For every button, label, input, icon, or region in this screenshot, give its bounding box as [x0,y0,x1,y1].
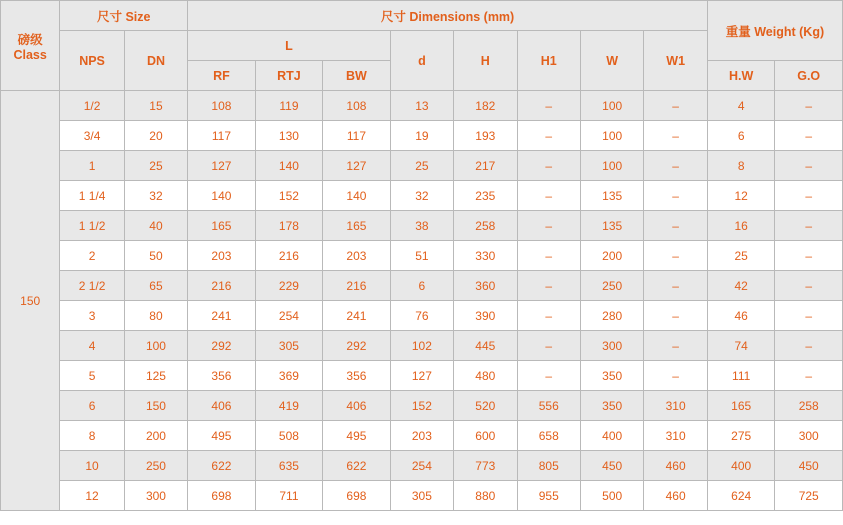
cell-hw: 400 [707,451,775,481]
cell-bw: 165 [323,211,391,241]
cell-rf: 622 [188,451,256,481]
cell-bw: 495 [323,421,391,451]
cell-d: 51 [390,241,453,271]
cell-rtj: 140 [255,151,323,181]
cell-hw: 624 [707,481,775,511]
cell-d: 102 [390,331,453,361]
cell-rf: 127 [188,151,256,181]
cell-hw: 6 [707,121,775,151]
cell-w: 350 [580,391,643,421]
cell-hw: 275 [707,421,775,451]
header-h: H [454,31,517,91]
header-weight-group: 重量 Weight (Kg) [707,1,842,61]
cell-d: 25 [390,151,453,181]
cell-rtj: 254 [255,301,323,331]
cell-h1: 556 [517,391,580,421]
cell-w: 250 [580,271,643,301]
cell-h: 235 [454,181,517,211]
cell-rf: 241 [188,301,256,331]
cell-dn: 200 [124,421,187,451]
header-rtj: RTJ [255,61,323,91]
header-go: G.O [775,61,843,91]
cell-bw: 406 [323,391,391,421]
cell-hw: 74 [707,331,775,361]
cell-dn: 150 [124,391,187,421]
cell-nps: 2 [60,241,124,271]
cell-hw: 12 [707,181,775,211]
table-row [1,271,843,301]
cell-rtj: 216 [255,241,323,271]
cell-w1: 460 [644,451,708,481]
table-row [1,421,843,451]
cell-w: 350 [580,361,643,391]
header-size-group: 尺寸 Size [60,1,188,31]
cell-w: 100 [580,151,643,181]
cell-w: 100 [580,91,643,121]
cell-d: 19 [390,121,453,151]
cell-h1: – [517,151,580,181]
cell-rf: 406 [188,391,256,421]
cell-rtj: 369 [255,361,323,391]
cell-nps: 4 [60,331,124,361]
cell-w: 400 [580,421,643,451]
cell-d: 76 [390,301,453,331]
table-row [1,151,843,181]
cell-h: 330 [454,241,517,271]
cell-rf: 216 [188,271,256,301]
cell-d: 305 [390,481,453,511]
table-row [1,481,843,511]
cell-dn: 15 [124,91,187,121]
cell-h: 360 [454,271,517,301]
table-row [1,301,843,331]
header-dimensions-group: 尺寸 Dimensions (mm) [188,1,708,31]
cell-dn: 32 [124,181,187,211]
cell-hw: 46 [707,301,775,331]
cell-w1: – [644,91,708,121]
cell-go: – [775,211,843,241]
cell-bw: 698 [323,481,391,511]
cell-bw: 203 [323,241,391,271]
cell-h1: – [517,301,580,331]
cell-dn: 25 [124,151,187,181]
cell-go: – [775,241,843,271]
header-row-groups [1,1,843,31]
cell-nps: 1 [60,151,124,181]
header-d: d [390,31,453,91]
cell-dn: 65 [124,271,187,301]
header-class: 磅级 Class [1,1,60,91]
cell-rf: 292 [188,331,256,361]
cell-h: 520 [454,391,517,421]
cell-go: 300 [775,421,843,451]
cell-bw: 108 [323,91,391,121]
cell-rf: 108 [188,91,256,121]
cell-bw: 356 [323,361,391,391]
cell-go: 725 [775,481,843,511]
cell-bw: 117 [323,121,391,151]
cell-rtj: 119 [255,91,323,121]
cell-nps: 8 [60,421,124,451]
header-l: L [188,31,391,61]
cell-hw: 111 [707,361,775,391]
cell-d: 13 [390,91,453,121]
cell-h: 182 [454,91,517,121]
cell-bw: 622 [323,451,391,481]
cell-nps: 3 [60,301,124,331]
cell-h1: – [517,211,580,241]
header-nps: NPS [60,31,124,91]
cell-w1: – [644,151,708,181]
cell-hw: 25 [707,241,775,271]
cell-w1: – [644,331,708,361]
cell-h1: – [517,241,580,271]
cell-rf: 698 [188,481,256,511]
header-w: W [580,31,643,91]
cell-hw: 42 [707,271,775,301]
cell-hw: 4 [707,91,775,121]
cell-w1: – [644,241,708,271]
header-w1: W1 [644,31,708,91]
cell-dn: 125 [124,361,187,391]
cell-nps: 10 [60,451,124,481]
cell-dn: 80 [124,301,187,331]
table-header [1,1,843,91]
cell-h: 600 [454,421,517,451]
cell-rtj: 305 [255,331,323,361]
cell-d: 127 [390,361,453,391]
cell-rf: 356 [188,361,256,391]
table-body [1,91,843,511]
cell-rtj: 178 [255,211,323,241]
cell-go: – [775,271,843,301]
cell-bw: 292 [323,331,391,361]
cell-h1: – [517,361,580,391]
cell-rf: 203 [188,241,256,271]
cell-hw: 165 [707,391,775,421]
cell-go: – [775,181,843,211]
table-row [1,451,843,481]
cell-h1: 805 [517,451,580,481]
cell-dn: 20 [124,121,187,151]
cell-go: – [775,361,843,391]
cell-dn: 50 [124,241,187,271]
cell-nps: 1 1/2 [60,211,124,241]
cell-hw: 16 [707,211,775,241]
table-row [1,91,843,121]
cell-rtj: 508 [255,421,323,451]
cell-w1: 310 [644,391,708,421]
cell-w1: – [644,121,708,151]
table-row [1,361,843,391]
cell-bw: 127 [323,151,391,181]
cell-w: 135 [580,181,643,211]
cell-dn: 250 [124,451,187,481]
cell-h1: – [517,331,580,361]
cell-hw: 8 [707,151,775,181]
cell-rf: 140 [188,181,256,211]
cell-d: 6 [390,271,453,301]
table-row [1,211,843,241]
table-row [1,241,843,271]
cell-rf: 117 [188,121,256,151]
cell-h: 445 [454,331,517,361]
header-bw: BW [323,61,391,91]
header-hw: H.W [707,61,775,91]
cell-nps: 1/2 [60,91,124,121]
cell-d: 32 [390,181,453,211]
cell-rtj: 711 [255,481,323,511]
table-row [1,181,843,211]
cell-rtj: 419 [255,391,323,421]
cell-go: 450 [775,451,843,481]
cell-rtj: 130 [255,121,323,151]
cell-nps: 1 1/4 [60,181,124,211]
cell-go: 258 [775,391,843,421]
cell-nps: 5 [60,361,124,391]
cell-d: 254 [390,451,453,481]
cell-rtj: 635 [255,451,323,481]
cell-w: 200 [580,241,643,271]
cell-go: – [775,121,843,151]
cell-rtj: 229 [255,271,323,301]
cell-w1: – [644,181,708,211]
cell-h1: – [517,91,580,121]
cell-go: – [775,331,843,361]
table-row [1,391,843,421]
cell-nps: 2 1/2 [60,271,124,301]
cell-dn: 300 [124,481,187,511]
table-row [1,121,843,151]
cell-nps: 6 [60,391,124,421]
cell-w: 100 [580,121,643,151]
cell-h: 390 [454,301,517,331]
cell-h: 258 [454,211,517,241]
cell-rf: 495 [188,421,256,451]
cell-w1: – [644,271,708,301]
cell-h: 480 [454,361,517,391]
cell-rf: 165 [188,211,256,241]
cell-d: 152 [390,391,453,421]
cell-w1: – [644,301,708,331]
cell-w: 500 [580,481,643,511]
cell-w: 450 [580,451,643,481]
cell-h1: – [517,271,580,301]
cell-w1: 310 [644,421,708,451]
cell-h1: 658 [517,421,580,451]
cell-w1: 460 [644,481,708,511]
cell-d: 203 [390,421,453,451]
cell-h1: – [517,181,580,211]
cell-rtj: 152 [255,181,323,211]
header-dn: DN [124,31,187,91]
cell-go: – [775,301,843,331]
header-h1: H1 [517,31,580,91]
cell-dn: 100 [124,331,187,361]
cell-nps: 3/4 [60,121,124,151]
cell-bw: 216 [323,271,391,301]
cell-h: 217 [454,151,517,181]
cell-h1: 955 [517,481,580,511]
table-row [1,331,843,361]
cell-dn: 40 [124,211,187,241]
cell-go: – [775,91,843,121]
cell-w: 300 [580,331,643,361]
cell-go: – [775,151,843,181]
cell-d: 38 [390,211,453,241]
header-rf: RF [188,61,256,91]
cell-w1: – [644,361,708,391]
cell-h1: – [517,121,580,151]
cell-w1: – [644,211,708,241]
cell-h: 880 [454,481,517,511]
cell-h: 773 [454,451,517,481]
cell-nps: 12 [60,481,124,511]
cell-bw: 140 [323,181,391,211]
class-value-cell: 150 [1,91,60,511]
cell-w: 135 [580,211,643,241]
cell-w: 280 [580,301,643,331]
cell-h: 193 [454,121,517,151]
cell-bw: 241 [323,301,391,331]
